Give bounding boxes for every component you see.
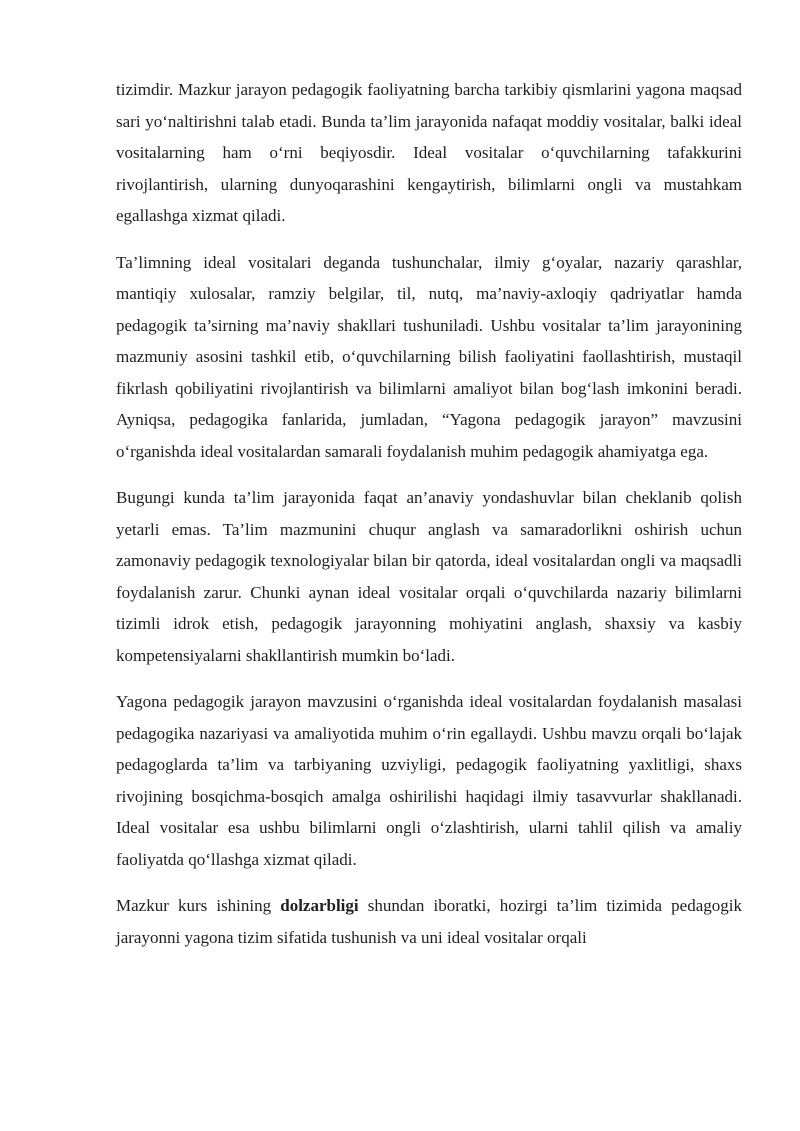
document-page — [116, 74, 742, 968]
paragraph-1: tizimdir. Mazkur jarayon pedagogik faoliyatning barcha tarkibiy qismlarini yagona maqsad sari yo‘naltirishni talab etadi. Bunda ta’lim jarayonida nafaqat moddiy vositalar, balki ideal vositalarning ham o‘rni beqiyosdir. Ideal vositalar o‘quvchilarning tafakkurini rivojlantirish, ularning dunyoqarashini kengaytirish, bilimlarni ongli va mustahkam egallashga xizmat qiladi. — [116, 80, 742, 225]
paragraph-5 — [116, 890, 742, 953]
paragraph-4: Yagona pedagogik jarayon mavzusini o‘rganishda ideal vositalardan foydalanish masalasi pedagogika nazariyasi va amaliyotida muhim o‘rin egallaydi. Ushbu mavzu orqali bo‘lajak pedagoglarda ta’lim va tarbiyaning uzviyligi, pedagogik faoliyatning yaxlitligi, shaxs rivojining bosqichma-bosqich amalga oshirilishi haqidagi ilmiy tasavvurlar shakllanadi. Ideal vositalar esa ushbu bilimlarni ongli o‘zlashtirish, ularni tahlil qilish va amaliy faoliyatda qo‘llashga xizmat qiladi. — [116, 692, 742, 869]
paragraph-5-start: Mazkur kurs ishining — [116, 896, 281, 915]
bold-term: dolzarbligi — [280, 896, 359, 915]
paragraph-5-end: shundan iboratki, hozirgi ta’lim tizimida pedagogik jarayonni yagona tizim sifatida tushunish va uni ideal vositalar orqali — [116, 896, 742, 947]
paragraph-2: Ta’limning ideal vositalari deganda tushunchalar, ilmiy g‘oyalar, nazariy qarashlar, mantiqiy xulosalar, ramziy belgilar, til, nutq, ma’naviy-axloqiy qadriyatlar hamda pedagogik ta’sirning ma’naviy shakllari tushuniladi. Ushbu vositalar ta’lim jarayonining mazmuniy asosini tashkil etib, o‘quvchilarning bilish faoliyatini faollashtirish, mustaqil fikrlash qobiliyatini rivojlantirish va bilimlarni amaliyot bilan bog‘lash imkonini beradi. Ayniqsa, pedagogika fanlarida, jumladan, “Yagona pedagogik jarayon” mavzusini o‘rganishda ideal vositalardan samarali foydalanish muhim pedagogik ahamiyatga ega. — [116, 252, 742, 461]
paragraph-3: Bugungi kunda ta’lim jarayonida faqat an’anaviy yondashuvlar bilan cheklanib qolish yetarli emas. Ta’lim mazmunini chuqur anglash va samaradorlikni oshirish uchun zamonaviy pedagogik texnologiyalar bilan bir qatorda, ideal vositalardan ongli va maqsadli foydalanish zarur. Chunki aynan ideal vositalar orqali o‘quvchilarda nazariy bilimlarni tizimli idrok etish, pedagogik jarayonning mohiyatini anglash, shaxsiy va kasbiy kompetensiyalarni shakllantirish mumkin bo‘ladi. — [116, 488, 742, 665]
